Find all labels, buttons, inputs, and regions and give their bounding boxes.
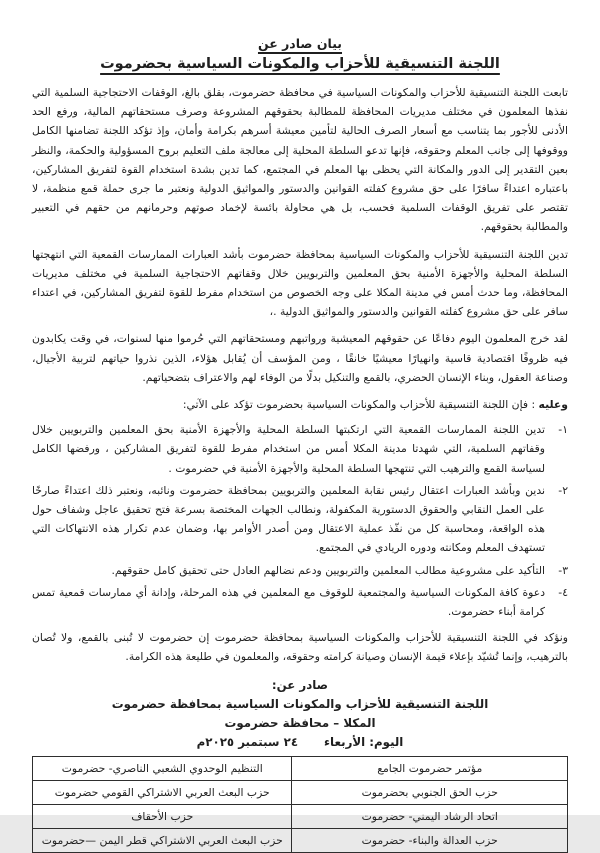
statement-title: بيان صادر عن [257,36,343,51]
date-value: ٢٤ سبتمبر ٢٠٢٥م [196,734,299,749]
list-item-number: ٣- [558,563,568,577]
date-day-label: اليوم: الأربعاء [324,734,404,749]
numbered-list [32,420,568,621]
table-cell-signatory: مؤتمر حضرموت الجامع [292,756,568,780]
list-item-3 [32,561,568,580]
list-item-text: التأكيد على مشروعية مطالب المعلمين والتربويين ودعم نضالهم العادل حتى تحقيق كامل حقوقهم. [111,563,545,577]
statement-subtitle: اللجنة التنسيقية للأحزاب والمكونات السياسية بحضرموت [100,56,500,72]
list-item-4 [32,583,568,621]
closing-paragraph: ونؤكد في اللجنة التنسيقية للأحزاب والمكونات السياسية بمحافظة حضرموت إن حضرموت لا تُبنى بالقمع، ولا تُصان بالترهيب، وإنما تُشيّد بإعلاء قيمة الإنسان وصيانة كرامته وحقوقه، والمعلمون في طليعة هذه الكرامة. [32,631,568,664]
table-row [33,828,568,852]
resolution-intro-lead: وعليه [538,398,568,412]
table-cell-signatory: حزب الحق الجنوبي بحضرموت [292,780,568,804]
list-item-text: دعوة كافة المكونات السياسية والمجتمعية للوقوف مع المعلمين في هذه المرحلة، وإدانة أي ممارسات قمعية تمس كرامة أبناء حضرموت. [32,585,545,619]
paragraph-2: تدين اللجنة التنسيقية للأحزاب والمكونات السياسية بمحافظة حضرموت بأشد العبارات الممارسات القمعية التي انتهجتها السلطة المحلية والأجهزة الأمنية بحق المعلمين والتربويين خلال وقفاتهم الاحتجاجية السلمية في مختلف مديريات المحافظة، وما حدث أمس في مدينة المكلا على وجه الخصوص من استخدام مفرط للقوة لتفريق المشاركين، في اعتداء سافر على حق مشروع كفلته القوانين والدستور والمواثيق الدولية .، [32,247,568,319]
paragraph-3: لقد خرج المعلمون اليوم دفاعًا عن حقوقهم المعيشية ورواتبهم ومستحقاتهم التي حُرموا منها لسنوات، في وقت يكابدون فيه ظروفًا اقتصادية قاسية وانهيارًا معيشيًا خانقًا ، ومن المؤسف أن يُقابل هؤلاء، الذين نذروا حياتهم لتربية الأجيال، وصناعة العقول، وبناء الإنسان الحضري، بالقمع والتنكيل بدلًا من الوفاء لهم والاعتراف بتضحياتهم. [32,332,568,384]
resolution-intro [32,395,568,414]
list-item-text: تدين اللجنة الممارسات القمعية التي ارتكبتها السلطة المحلية والأجهزة الأمنية بحق المعلمين والتربويين خلال وقفاتهم السلمية، التي شهدتا مدينة المكلا أمس من استخدام مفرط للقوة لتفريق المشاركين ، ورفضها الكامل لسياسة القمع والترهيب التي تنتهجها السلطة المحلية والأجهزة الأمنية في حضرموت . [32,423,545,475]
issuer-name: اللجنة التنسيقية للأحزاب والمكونات السياسية بمحافظة حضرموت [111,696,489,711]
table-cell-signatory: حزب البعث العربي الاشتراكي القومي حضرموت [33,780,292,804]
date-line [32,733,568,752]
table-cell-signatory: اتحاد الرشاد اليمني- حضرموت [292,804,568,828]
table-cell-signatory: حزب العدالة والبناء- حضرموت [292,828,568,852]
table-row [33,780,568,804]
list-item-text: ندين وبأشد العبارات اعتقال رئيس نقابة المعلمين والتربويين بمحافظة حضرموت ونائبه، ونعتبر ذلك اعتداءً صارخًا على العمل النقابي والحقوق الدستورية المكفولة، ونطالب الجهات المختصة بسرعة فتح تحقيق عاجل وشفاف حول هذه الواقعة، ومحاسبة كل من نفّذ عملية الاعتقال ومن أصدر الأوامر بها، وضمان عدم تكرار هذه الانتهاكات التي تستهدف المعلم ومكانته ودوره الريادي في المجتمع. [32,483,545,555]
list-item-number: ٢- [558,483,568,497]
table-cell-signatory: حزب البعث العربي الاشتراكي قطر اليمن —حضرموت [33,828,292,852]
resolution-intro-rest: : فإن اللجنة التنسيقية للأحزاب والمكونات السياسية بحضرموت تؤكد على الآتي: [182,398,539,412]
list-item-number: ٤- [558,585,568,599]
table-row [33,756,568,780]
issued-by-label: صادر عن: [271,677,329,692]
table-cell-signatory: التنظيم الوحدوي الشعبي الناصري- حضرموت [33,756,292,780]
table-row [33,804,568,828]
issuer-location: المكلا – محافظة حضرموت [224,715,376,730]
list-item-number: ١- [558,423,568,437]
list-item-2 [32,481,568,558]
table-cell-signatory: حزب الأحقاف [33,804,292,828]
signatories-table [32,756,568,853]
list-item-1 [32,420,568,478]
paragraph-1: تابعت اللجنة التنسيقية للأحزاب والمكونات السياسية في محافظة حضرموت، بقلق بالغ، الوقفات الاحتجاجية السلمية التي نفذها المعلمون في مختلف مديريات المحافظة للمطالبة بحقوقهم المشروعة وصرف مستحقاتهم المالية، ورفع الحد الأدنى للأجور بما يتناسب مع أسعار الصرف الحالية لتأمين معيشة أسرهم بكرامة وأمان، وإذ تؤكد اللجنة تضامنها الكامل ووقوفها إلى جانب المعلم وحقوقه، فإنها تدعو السلطة المحلية إلى معالجة ملف التعليم بروح المسؤولية والحكمة، والنظر بعين التقدير إلى الدور والمكانة التي يحظى بها المعلم في المجتمع، كما تدين بشدة استخدام القوة لتفريق المشاركين، باعتباره اعتداءً سافرًا على حق مشروع كفلته القوانين والدستور والمواثيق الدولية ونعتبر ما جرى حملة قمع منظمة، لا تقتصر على تفريق الوقفات السلمية فحسب، بل هي محاولة بائسة لإخماد صوتهم وحرمانهم من حقهم في التعبير والمطالبة بحقوقهم. [32,86,568,234]
